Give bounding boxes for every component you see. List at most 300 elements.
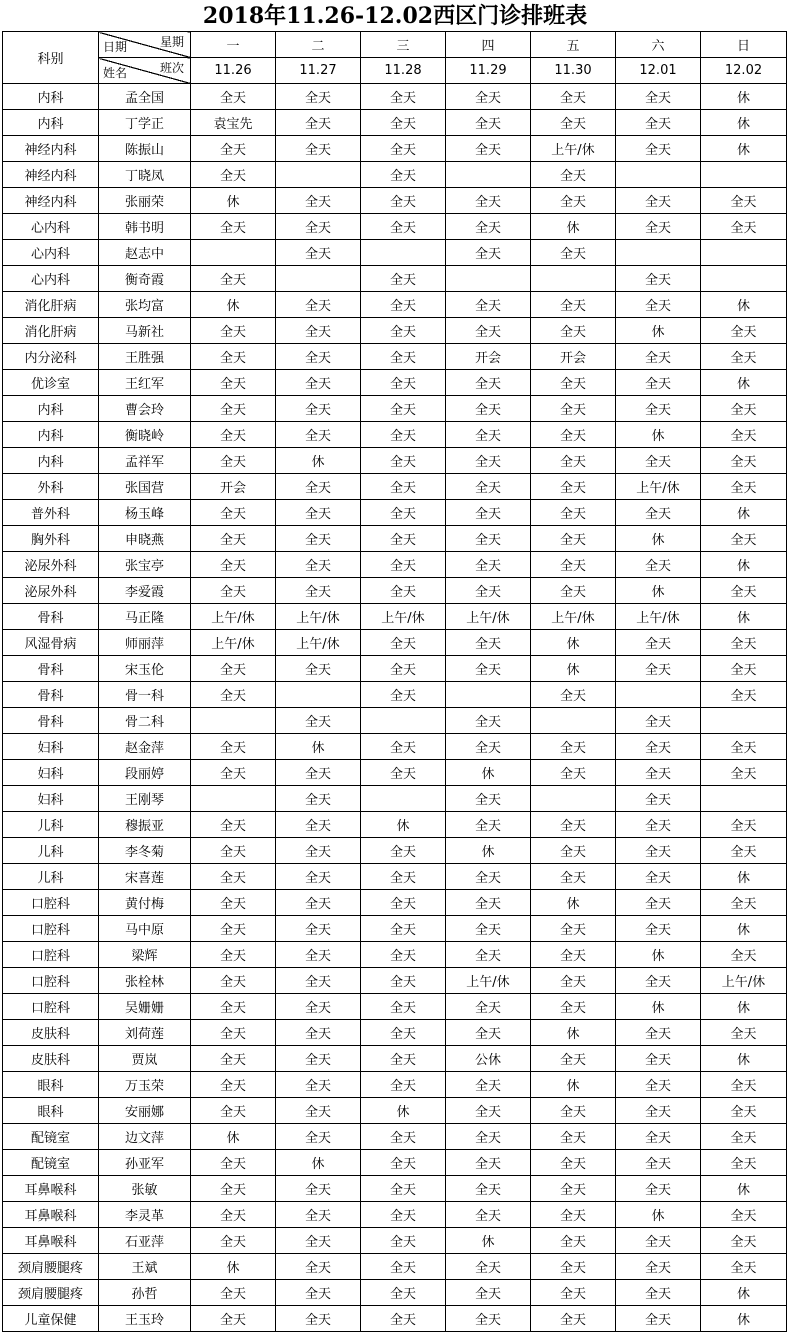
shift-cell: 全天	[361, 656, 446, 682]
table-row	[3, 630, 787, 656]
shift-cell	[701, 162, 787, 188]
shift-cell: 全天	[616, 1046, 701, 1072]
dept-cell: 外科	[3, 474, 99, 500]
name-cell: 孟祥军	[99, 448, 191, 474]
shift-cell: 全天	[616, 1306, 701, 1332]
dept-cell: 骨科	[3, 604, 99, 630]
shift-cell: 袁宝先	[191, 110, 276, 136]
shift-cell: 全天	[191, 318, 276, 344]
dept-cell: 眼科	[3, 1072, 99, 1098]
shift-cell: 全天	[616, 1254, 701, 1280]
shift-cell: 上午/休	[191, 604, 276, 630]
shift-cell: 全天	[276, 344, 361, 370]
shift-cell: 全天	[361, 526, 446, 552]
name-cell: 张敏	[99, 1176, 191, 1202]
shift-cell: 全天	[191, 1176, 276, 1202]
shift-cell: 全天	[531, 240, 616, 266]
shift-cell: 全天	[616, 890, 701, 916]
table-row	[3, 1124, 787, 1150]
shift-cell	[361, 786, 446, 812]
shift-cell: 全天	[361, 162, 446, 188]
shift-cell: 全天	[701, 422, 787, 448]
shift-cell: 全天	[701, 1072, 787, 1098]
shift-cell: 全天	[446, 552, 531, 578]
shift-cell: 休	[701, 994, 787, 1020]
shift-cell	[361, 240, 446, 266]
name-cell: 杨玉峰	[99, 500, 191, 526]
shift-cell: 休	[191, 188, 276, 214]
name-cell: 边文萍	[99, 1124, 191, 1150]
shift-cell: 全天	[446, 1072, 531, 1098]
table-row	[3, 812, 787, 838]
shift-cell: 全天	[276, 500, 361, 526]
weekday-header: 三	[361, 32, 446, 58]
dept-cell: 妇科	[3, 734, 99, 760]
shift-cell: 全天	[531, 864, 616, 890]
shift-cell: 休	[616, 422, 701, 448]
name-cell: 马新社	[99, 318, 191, 344]
table-row	[3, 864, 787, 890]
shift-cell: 休	[531, 1020, 616, 1046]
shift-cell: 全天	[276, 1176, 361, 1202]
shift-cell	[701, 786, 787, 812]
name-cell: 吴姗姗	[99, 994, 191, 1020]
shift-cell: 全天	[361, 188, 446, 214]
shift-cell: 全天	[446, 1124, 531, 1150]
shift-cell: 全天	[276, 214, 361, 240]
shift-cell: 全天	[446, 240, 531, 266]
shift-cell: 全天	[191, 838, 276, 864]
shift-cell: 全天	[276, 1098, 361, 1124]
shift-cell: 上午/休	[361, 604, 446, 630]
name-cell: 张宝亭	[99, 552, 191, 578]
shift-cell: 休	[616, 994, 701, 1020]
shift-cell: 全天	[701, 1202, 787, 1228]
shift-cell: 全天	[191, 162, 276, 188]
shift-cell: 全天	[361, 1306, 446, 1332]
shift-cell: 全天	[531, 1046, 616, 1072]
shift-cell: 休	[361, 1098, 446, 1124]
name-cell: 马中原	[99, 916, 191, 942]
shift-cell: 全天	[446, 1098, 531, 1124]
name-cell: 张国营	[99, 474, 191, 500]
shift-cell: 全天	[446, 396, 531, 422]
dept-cell: 儿童保健	[3, 1306, 99, 1332]
shift-cell: 全天	[276, 838, 361, 864]
shift-cell: 全天	[191, 1072, 276, 1098]
shift-cell: 全天	[531, 318, 616, 344]
shift-cell: 全天	[701, 1020, 787, 1046]
shift-cell: 全天	[361, 942, 446, 968]
table-row	[3, 318, 787, 344]
shift-cell: 全天	[616, 734, 701, 760]
shift-cell: 休	[701, 1280, 787, 1306]
shift-cell: 全天	[361, 1280, 446, 1306]
date-header: 11.29	[446, 58, 531, 84]
dept-cell: 泌尿外科	[3, 578, 99, 604]
shift-cell: 全天	[361, 1228, 446, 1254]
table-row	[3, 1072, 787, 1098]
shift-cell: 全天	[446, 1150, 531, 1176]
shift-cell: 全天	[191, 526, 276, 552]
dept-cell: 口腔科	[3, 942, 99, 968]
date-header: 11.27	[276, 58, 361, 84]
table-row	[3, 240, 787, 266]
dept-cell: 消化肝病	[3, 318, 99, 344]
table-row	[3, 188, 787, 214]
dept-cell: 骨科	[3, 656, 99, 682]
table-row	[3, 708, 787, 734]
name-cell: 段丽婷	[99, 760, 191, 786]
date-weekday-header	[99, 32, 191, 58]
dept-cell: 皮肤科	[3, 1046, 99, 1072]
date-header: 11.30	[531, 58, 616, 84]
shift-cell: 休	[361, 812, 446, 838]
shift-cell: 全天	[616, 448, 701, 474]
table-row	[3, 84, 787, 110]
dept-cell: 儿科	[3, 812, 99, 838]
table-row	[3, 1202, 787, 1228]
table-row	[3, 838, 787, 864]
dept-cell: 心内科	[3, 240, 99, 266]
shift-cell: 全天	[531, 1150, 616, 1176]
weekday-label: 星期	[159, 35, 184, 49]
dept-cell: 骨科	[3, 682, 99, 708]
shift-cell: 全天	[191, 916, 276, 942]
shift-cell: 全天	[361, 344, 446, 370]
dept-cell: 口腔科	[3, 968, 99, 994]
shift-cell: 全天	[361, 1046, 446, 1072]
shift-cell: 休	[701, 1046, 787, 1072]
name-cell: 张均富	[99, 292, 191, 318]
shift-cell: 全天	[616, 656, 701, 682]
dept-cell: 内科	[3, 396, 99, 422]
name-cell: 王红军	[99, 370, 191, 396]
shift-cell: 全天	[361, 890, 446, 916]
shift-cell: 全天	[361, 474, 446, 500]
shift-cell: 全天	[446, 916, 531, 942]
shift-cell: 全天	[701, 448, 787, 474]
shift-cell: 开会	[191, 474, 276, 500]
shift-cell: 全天	[361, 1176, 446, 1202]
dept-cell: 内科	[3, 110, 99, 136]
shift-cell: 全天	[361, 552, 446, 578]
shift-cell: 全天	[531, 474, 616, 500]
shift-cell: 休	[531, 890, 616, 916]
shift-cell	[531, 708, 616, 734]
shift-cell: 全天	[531, 396, 616, 422]
shift-cell: 休	[701, 500, 787, 526]
shift-cell: 休	[701, 864, 787, 890]
shift-cell: 全天	[446, 994, 531, 1020]
shift-cell: 全天	[616, 786, 701, 812]
shift-cell: 全天	[531, 760, 616, 786]
table-row	[3, 1046, 787, 1072]
shift-cell: 全天	[446, 214, 531, 240]
shift-cell: 全天	[361, 422, 446, 448]
shift-cell: 全天	[361, 110, 446, 136]
shift-cell: 全天	[276, 1020, 361, 1046]
table-row	[3, 214, 787, 240]
name-cell: 万玉荣	[99, 1072, 191, 1098]
shift-cell: 全天	[446, 734, 531, 760]
shift-cell: 全天	[191, 812, 276, 838]
shift-cell: 全天	[531, 292, 616, 318]
shift-cell: 全天	[191, 968, 276, 994]
shift-cell: 全天	[701, 318, 787, 344]
shift-cell: 全天	[446, 942, 531, 968]
shift-cell: 全天	[276, 110, 361, 136]
weekday-header: 四	[446, 32, 531, 58]
name-cell: 赵志中	[99, 240, 191, 266]
shift-cell: 全天	[616, 136, 701, 162]
date-header: 12.02	[701, 58, 787, 84]
shift-cell: 全天	[616, 1020, 701, 1046]
name-cell: 石亚萍	[99, 1228, 191, 1254]
shift-cell: 休	[531, 656, 616, 682]
shift-cell: 全天	[616, 214, 701, 240]
shift-cell: 全天	[616, 1280, 701, 1306]
shift-cell: 全天	[701, 890, 787, 916]
shift-cell	[616, 240, 701, 266]
shift-cell: 全天	[361, 266, 446, 292]
shift-cell: 全天	[276, 396, 361, 422]
shift-cell: 全天	[276, 968, 361, 994]
shift-cell: 全天	[531, 1280, 616, 1306]
name-cell: 王胜强	[99, 344, 191, 370]
shift-cell: 全天	[701, 656, 787, 682]
shift-cell: 全天	[446, 708, 531, 734]
shift-cell: 全天	[531, 968, 616, 994]
shift-cell: 全天	[361, 1020, 446, 1046]
shift-cell: 休	[191, 292, 276, 318]
shift-cell: 全天	[446, 84, 531, 110]
name-cell: 穆振亚	[99, 812, 191, 838]
shift-cell: 休	[701, 292, 787, 318]
shift-cell: 全天	[276, 708, 361, 734]
name-cell: 孙哲	[99, 1280, 191, 1306]
shift-cell: 休	[276, 734, 361, 760]
shift-cell: 休	[701, 84, 787, 110]
shift-cell: 开会	[531, 344, 616, 370]
name-cell: 安丽娜	[99, 1098, 191, 1124]
shift-cell: 全天	[446, 1202, 531, 1228]
dept-cell: 神经内科	[3, 162, 99, 188]
dept-cell: 妇科	[3, 760, 99, 786]
table-row	[3, 474, 787, 500]
shift-cell: 全天	[531, 838, 616, 864]
shift-cell: 全天	[531, 110, 616, 136]
shift-cell: 全天	[276, 1072, 361, 1098]
table-row	[3, 734, 787, 760]
shift-cell: 全天	[361, 500, 446, 526]
name-cell: 赵金萍	[99, 734, 191, 760]
shift-cell	[531, 266, 616, 292]
shift-cell: 全天	[446, 1254, 531, 1280]
table-row	[3, 370, 787, 396]
shift-cell: 全天	[446, 422, 531, 448]
shift-cell: 全天	[191, 396, 276, 422]
name-cell: 张栓林	[99, 968, 191, 994]
shift-cell: 全天	[191, 84, 276, 110]
shift-cell: 全天	[361, 84, 446, 110]
shift-cell: 全天	[531, 1202, 616, 1228]
shift-cell: 全天	[191, 942, 276, 968]
table-row	[3, 162, 787, 188]
name-cell: 梁辉	[99, 942, 191, 968]
shift-cell: 全天	[616, 266, 701, 292]
shift-cell: 休	[701, 110, 787, 136]
table-row	[3, 916, 787, 942]
dept-cell: 儿科	[3, 838, 99, 864]
dept-cell: 消化肝病	[3, 292, 99, 318]
shift-cell: 全天	[361, 1254, 446, 1280]
shift-cell: 全天	[531, 1098, 616, 1124]
shift-cell: 全天	[191, 1202, 276, 1228]
shift-cell: 全天	[446, 1176, 531, 1202]
dept-header: 科别	[3, 32, 99, 84]
schedule-table	[2, 31, 787, 1332]
shift-cell: 全天	[531, 1176, 616, 1202]
shift-cell: 全天	[446, 1020, 531, 1046]
shift-cell: 全天	[276, 760, 361, 786]
shift-cell: 全天	[191, 448, 276, 474]
dept-cell: 配镜室	[3, 1124, 99, 1150]
shift-cell: 全天	[276, 292, 361, 318]
name-cell: 丁晓凤	[99, 162, 191, 188]
shift-cell: 全天	[191, 1046, 276, 1072]
name-cell: 王斌	[99, 1254, 191, 1280]
weekday-header: 五	[531, 32, 616, 58]
name-cell: 王玉玲	[99, 1306, 191, 1332]
weekday-header: 二	[276, 32, 361, 58]
shift-cell: 休	[276, 448, 361, 474]
shift-cell	[701, 240, 787, 266]
shift-cell: 全天	[191, 1098, 276, 1124]
shift-cell	[276, 162, 361, 188]
dept-cell: 耳鼻喉科	[3, 1176, 99, 1202]
shift-cell: 全天	[616, 188, 701, 214]
shift-cell: 全天	[531, 578, 616, 604]
shift-cell: 全天	[191, 1280, 276, 1306]
dept-cell: 配镜室	[3, 1150, 99, 1176]
date-header: 11.26	[191, 58, 276, 84]
shift-cell	[276, 266, 361, 292]
shift-cell: 全天	[616, 110, 701, 136]
shift-cell: 全天	[361, 214, 446, 240]
shift-cell: 全天	[276, 1124, 361, 1150]
name-cell: 骨一科	[99, 682, 191, 708]
shift-cell: 全天	[191, 682, 276, 708]
dept-cell: 皮肤科	[3, 1020, 99, 1046]
shift-cell: 全天	[276, 422, 361, 448]
shift-cell: 全天	[361, 916, 446, 942]
dept-cell: 心内科	[3, 266, 99, 292]
shift-cell: 休	[191, 1254, 276, 1280]
name-cell: 衡晓岭	[99, 422, 191, 448]
shift-cell: 全天	[446, 370, 531, 396]
shift-cell: 全天	[616, 760, 701, 786]
header-row-dates	[3, 58, 787, 84]
page-title: 2018年11.26-12.02西区门诊排班表	[202, 3, 588, 29]
shift-cell: 全天	[701, 188, 787, 214]
table-row	[3, 396, 787, 422]
name-cell: 李爱霞	[99, 578, 191, 604]
shift-cell: 全天	[361, 1072, 446, 1098]
shift-cell: 全天	[276, 864, 361, 890]
shift-cell: 全天	[446, 656, 531, 682]
shift-cell: 全天	[531, 812, 616, 838]
name-cell: 韩书明	[99, 214, 191, 240]
shift-cell	[701, 708, 787, 734]
shift-cell: 全天	[701, 1228, 787, 1254]
shift-cell: 全天	[616, 968, 701, 994]
shift-cell: 全天	[616, 838, 701, 864]
shift-cell: 全天	[616, 500, 701, 526]
name-cell: 刘荷莲	[99, 1020, 191, 1046]
shift-cell: 休	[446, 760, 531, 786]
shift-cell: 全天	[531, 370, 616, 396]
shift-cell: 全天	[701, 760, 787, 786]
shift-cell	[446, 682, 531, 708]
shift-cell: 全天	[276, 1202, 361, 1228]
dept-cell: 眼科	[3, 1098, 99, 1124]
shift-cell: 全天	[701, 1150, 787, 1176]
dept-cell: 内科	[3, 422, 99, 448]
shift-cell: 全天	[616, 552, 701, 578]
shift-cell: 全天	[701, 1098, 787, 1124]
name-shift-header	[99, 58, 191, 84]
shift-cell: 全天	[701, 838, 787, 864]
shift-cell: 全天	[701, 682, 787, 708]
shift-cell: 全天	[531, 734, 616, 760]
shift-cell: 全天	[276, 890, 361, 916]
shift-cell: 全天	[446, 188, 531, 214]
shift-cell: 全天	[701, 942, 787, 968]
table-row	[3, 422, 787, 448]
shift-cell: 全天	[701, 396, 787, 422]
shift-cell: 全天	[361, 396, 446, 422]
shift-cell	[446, 266, 531, 292]
shift-cell: 全天	[361, 370, 446, 396]
dept-cell: 心内科	[3, 214, 99, 240]
dept-cell: 风湿骨病	[3, 630, 99, 656]
shift-cell: 全天	[531, 1254, 616, 1280]
shift-cell: 全天	[701, 1254, 787, 1280]
dept-cell: 口腔科	[3, 890, 99, 916]
shift-cell: 全天	[616, 1072, 701, 1098]
shift-cell: 全天	[361, 864, 446, 890]
shift-cell: 全天	[446, 292, 531, 318]
table-row	[3, 1150, 787, 1176]
table-row	[3, 292, 787, 318]
shift-cell: 全天	[276, 1306, 361, 1332]
shift-cell: 全天	[276, 656, 361, 682]
table-row	[3, 1020, 787, 1046]
shift-cell: 全天	[361, 292, 446, 318]
shift-cell: 全天	[616, 864, 701, 890]
dept-cell: 妇科	[3, 786, 99, 812]
name-cell: 丁学正	[99, 110, 191, 136]
table-row	[3, 890, 787, 916]
name-cell: 宋玉伦	[99, 656, 191, 682]
shift-cell: 全天	[191, 578, 276, 604]
shift-cell: 休	[531, 214, 616, 240]
shift-cell: 全天	[531, 1124, 616, 1150]
dept-cell: 耳鼻喉科	[3, 1202, 99, 1228]
shift-cell: 全天	[276, 812, 361, 838]
shift-cell	[701, 266, 787, 292]
